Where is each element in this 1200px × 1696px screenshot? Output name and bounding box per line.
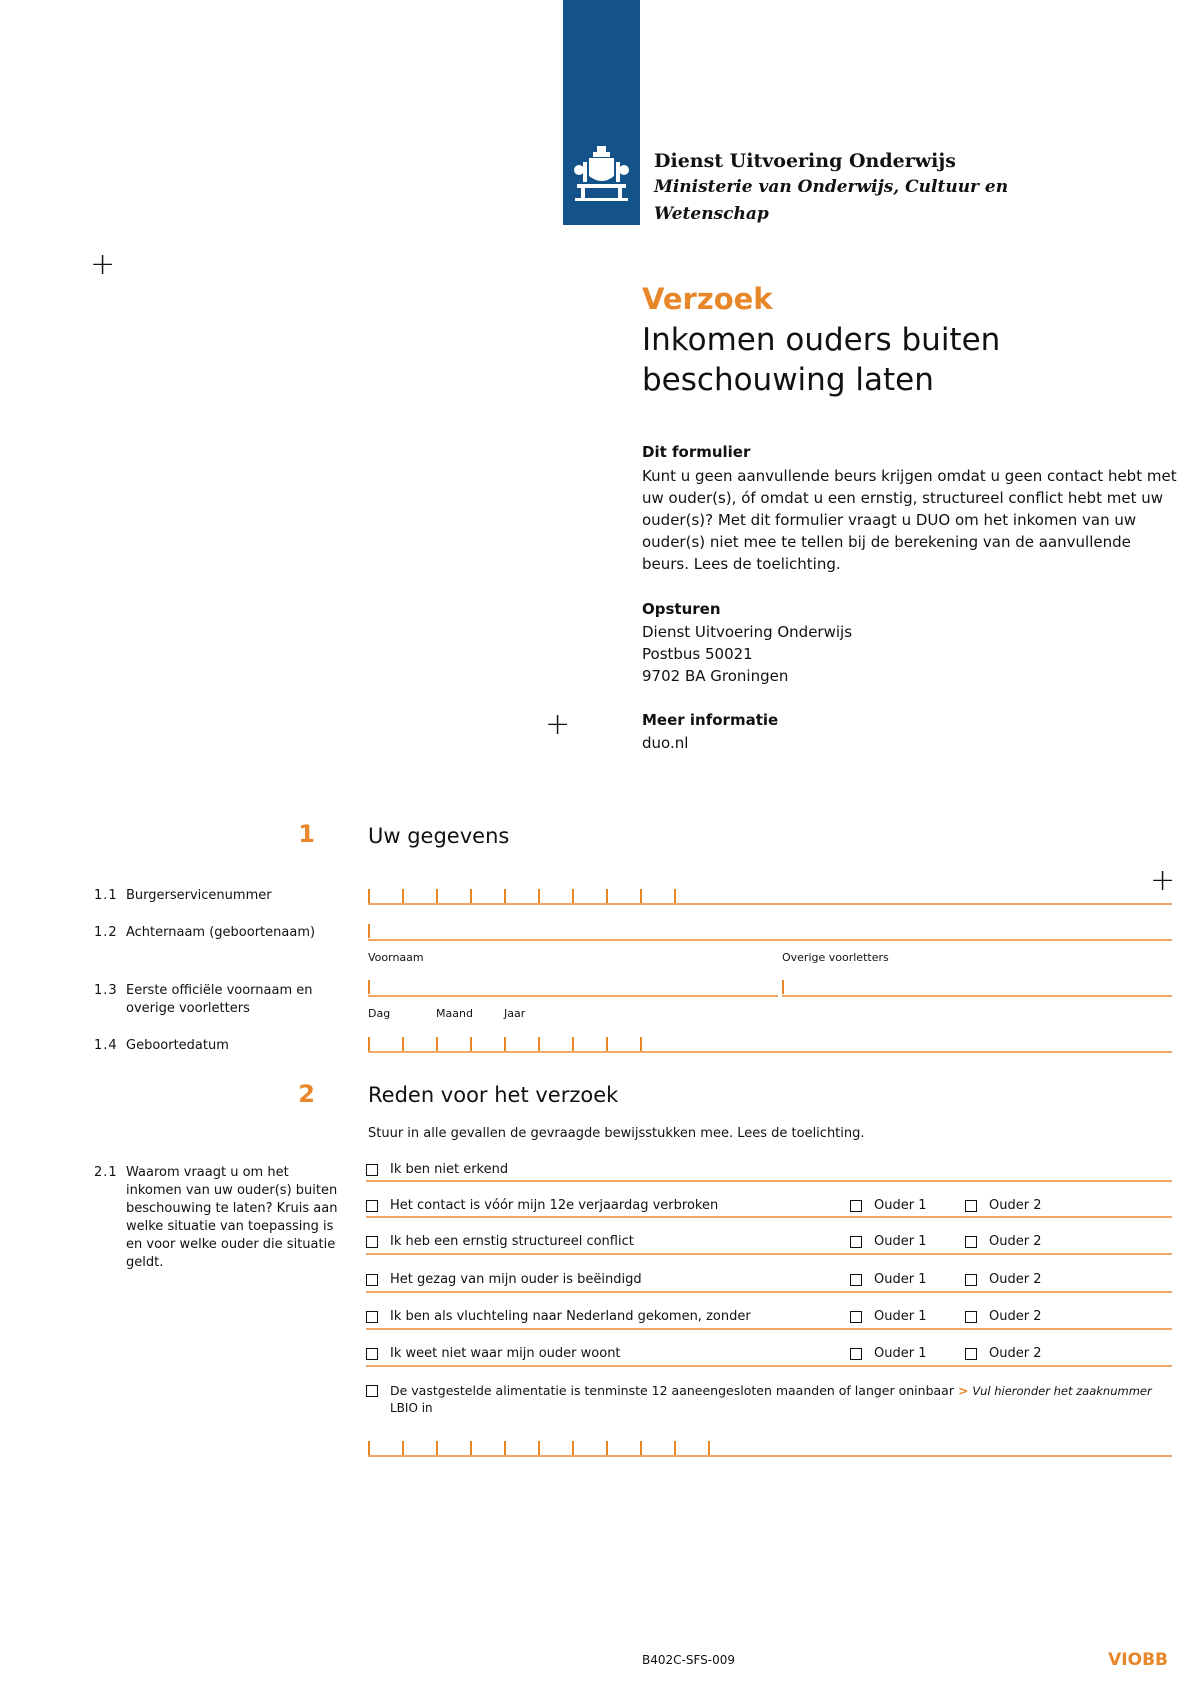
parent1-checkbox[interactable] — [850, 1348, 862, 1360]
birthdate-underline — [368, 1051, 1172, 1053]
section-1-title: Uw gegevens — [368, 824, 510, 848]
lbio-underline — [368, 1455, 1172, 1457]
lbio-digit-tick — [606, 1441, 608, 1455]
parent2-checkbox[interactable] — [965, 1311, 977, 1323]
birthdate-digit-tick — [640, 1037, 642, 1051]
surname-input[interactable] — [368, 918, 1172, 942]
more-info-heading: Meer informatie — [642, 711, 779, 729]
birthdate-digit-tick — [572, 1037, 574, 1051]
birthdate-digit-tick — [436, 1037, 438, 1051]
parent2-checkbox[interactable] — [965, 1348, 977, 1360]
registration-mark-right: + — [1150, 863, 1176, 898]
parent2-label: Ouder 2 — [989, 1346, 1042, 1361]
send-address-line1: Dienst Uitvoering Onderwijs — [642, 623, 853, 641]
form-title: Verzoek — [642, 282, 773, 316]
parent1-checkbox[interactable] — [850, 1200, 862, 1212]
parent1-label: Ouder 1 — [874, 1272, 927, 1287]
option-label: Ik weet niet waar mijn ouder woont — [390, 1346, 621, 1361]
birth-month-sublabel: Maand — [436, 1007, 473, 1020]
question-1-1-number: 1.1 — [94, 888, 118, 903]
birthdate-digit-tick — [538, 1037, 540, 1051]
other-initials-input[interactable] — [782, 974, 1172, 998]
first-name-input[interactable] — [368, 974, 778, 998]
arrow-icon: > — [957, 1383, 969, 1398]
parent2-checkbox[interactable] — [965, 1274, 977, 1286]
bsn-digit-tick — [606, 889, 608, 903]
bsn-underline — [368, 903, 1172, 905]
option-alimony[interactable] — [366, 1381, 1172, 1421]
form-subtitle-line1: Inkomen ouders buiten — [642, 322, 1001, 358]
birthdate-input[interactable] — [368, 1024, 1172, 1054]
parent2-label: Ouder 2 — [989, 1309, 1042, 1324]
question-1-3-number: 1.3 — [94, 983, 118, 998]
lbio-case-number-input[interactable] — [368, 1428, 1172, 1458]
option-underline — [366, 1180, 1172, 1182]
option-checkbox[interactable] — [366, 1164, 378, 1176]
question-1-4-number: 1.4 — [94, 1038, 118, 1053]
registration-mark-top-left: + — [90, 247, 116, 282]
option-checkbox[interactable] — [366, 1348, 378, 1360]
option-checkbox[interactable] — [366, 1200, 378, 1212]
option-address-unknown[interactable] — [366, 1344, 846, 1364]
option-label: Het gezag van mijn ouder is beëindigd — [390, 1272, 642, 1287]
bsn-input[interactable] — [368, 876, 1172, 906]
option-label: Het contact is vóór mijn 12e verjaardag verbroken — [390, 1198, 719, 1213]
lbio-digit-tick — [640, 1441, 642, 1455]
logo-ministry-line2: Wetenschap — [654, 204, 769, 224]
parent1-checkbox[interactable] — [850, 1236, 862, 1248]
birthdate-digit-tick — [368, 1037, 370, 1051]
section-1-number: 1 — [298, 820, 315, 848]
birth-day-sublabel: Dag — [368, 1007, 391, 1020]
parent1-checkbox-row3[interactable] — [850, 1270, 950, 1290]
lbio-digit-tick — [470, 1441, 472, 1455]
surname-tick — [368, 924, 370, 938]
bsn-digit-tick — [640, 889, 642, 903]
logo-bar — [563, 0, 640, 225]
bsn-digit-tick — [538, 889, 540, 903]
parent1-label: Ouder 1 — [874, 1346, 927, 1361]
option-underline — [366, 1291, 1172, 1293]
form-info-heading: Dit formulier — [642, 443, 751, 461]
question-1-2-number: 1.2 — [94, 925, 118, 940]
bsn-digit-tick — [368, 889, 370, 903]
lbio-digit-tick — [674, 1441, 676, 1455]
question-2-1-number: 2.1 — [94, 1165, 118, 1180]
option-checkbox[interactable] — [366, 1274, 378, 1286]
lbio-digit-tick — [572, 1441, 574, 1455]
surname-underline — [368, 939, 1172, 941]
birthdate-digit-tick — [470, 1037, 472, 1051]
alimony-note-line2: LBIO in — [390, 1401, 433, 1415]
question-1-2-label: Achternaam (geboortenaam) — [126, 925, 316, 940]
parent1-label: Ouder 1 — [874, 1234, 927, 1249]
lbio-digit-tick — [436, 1441, 438, 1455]
footer-form-code: B402C-SFS-009 — [642, 1653, 736, 1667]
alimony-label — [390, 1383, 1152, 1398]
option-custody-ended[interactable] — [366, 1270, 846, 1290]
question-1-4-label: Geboortedatum — [126, 1038, 229, 1053]
parent2-checkbox-row3[interactable] — [965, 1270, 1065, 1290]
crest-icon — [563, 0, 640, 225]
other-initials-tick — [782, 980, 784, 994]
option-checkbox[interactable] — [366, 1385, 378, 1397]
option-underline — [366, 1216, 1172, 1218]
lbio-digit-tick — [368, 1441, 370, 1455]
bsn-digit-tick — [674, 889, 676, 903]
parent2-checkbox[interactable] — [965, 1200, 977, 1212]
send-address-line2: Postbus 50021 — [642, 645, 753, 663]
bsn-digit-tick — [572, 889, 574, 903]
bsn-digit-tick — [504, 889, 506, 903]
registration-mark-middle: + — [545, 707, 571, 742]
parent1-label: Ouder 1 — [874, 1198, 927, 1213]
option-label: Ik heb een ernstig structureel conflict — [390, 1234, 634, 1249]
parent2-label: Ouder 2 — [989, 1198, 1042, 1213]
parent1-checkbox-row4[interactable] — [850, 1307, 950, 1327]
bsn-digit-tick — [470, 889, 472, 903]
birthdate-digit-tick — [504, 1037, 506, 1051]
lbio-digit-tick — [538, 1441, 540, 1455]
option-refugee[interactable] — [366, 1307, 846, 1327]
parent2-checkbox-row1[interactable] — [965, 1196, 1065, 1216]
parent2-checkbox[interactable] — [965, 1236, 977, 1248]
lbio-digit-tick — [402, 1441, 404, 1455]
first-name-underline — [368, 995, 778, 997]
option-checkbox[interactable] — [366, 1236, 378, 1248]
option-underline — [366, 1365, 1172, 1367]
option-underline — [366, 1253, 1172, 1255]
form-subtitle-line2: beschouwing laten — [642, 362, 934, 398]
question-1-1-label: Burgerservicenummer — [126, 888, 272, 903]
logo-org-name: Dienst Uitvoering Onderwijs — [654, 150, 956, 172]
option-label: Ik ben als vluchteling naar Nederland gekomen, zonder — [390, 1309, 751, 1324]
parent2-label: Ouder 2 — [989, 1272, 1042, 1287]
option-not-recognised[interactable] — [366, 1160, 1172, 1180]
parent1-checkbox-row5[interactable] — [850, 1344, 950, 1364]
first-name-tick — [368, 980, 370, 994]
lbio-digit-tick — [708, 1441, 710, 1455]
section-2-title: Reden voor het verzoek — [368, 1083, 619, 1107]
footer-form-id: VIOBB — [1108, 1650, 1168, 1670]
parent2-checkbox-row4[interactable] — [965, 1307, 1065, 1327]
parent2-checkbox-row5[interactable] — [965, 1344, 1065, 1364]
send-address-line3: 9702 BA Groningen — [642, 667, 789, 685]
alimony-text: De vastgestelde alimentatie is tenminste 12 aaneengesloten maanden of langer oninbaar — [390, 1383, 954, 1398]
logo-ministry-line1: Ministerie van Onderwijs, Cultuur en — [654, 177, 1009, 197]
option-checkbox[interactable] — [366, 1311, 378, 1323]
bsn-digit-tick — [436, 889, 438, 903]
parent1-checkbox[interactable] — [850, 1311, 862, 1323]
parent2-label: Ouder 2 — [989, 1234, 1042, 1249]
question-1-3-label: Eerste officiële voornaam en overige voorletters — [126, 983, 313, 1016]
send-heading: Opsturen — [642, 600, 721, 618]
form-info-text: Kunt u geen aanvullende beurs krijgen omdat u geen contact hebt met uw ouder(s), óf omdat u een ernstig, structureel conflict hebt met uw ouder(s)? Met dit formulier vraagt u DUO om het inkomen van uw ouder(s) niet mee te tellen bij de berekening van de aanvullende beurs. Lees de toelichting. — [642, 467, 1177, 573]
parent1-checkbox-row2[interactable] — [850, 1232, 950, 1252]
lbio-digit-tick — [504, 1441, 506, 1455]
first-name-sublabel: Voornaam — [368, 951, 424, 964]
parent1-checkbox-row1[interactable] — [850, 1196, 950, 1216]
other-initials-sublabel: Overige voorletters — [782, 951, 889, 964]
alimony-note: Vul hieronder het zaaknummer — [972, 1384, 1152, 1398]
parent1-label: Ouder 1 — [874, 1309, 927, 1324]
birthdate-digit-tick — [402, 1037, 404, 1051]
bsn-digit-tick — [402, 889, 404, 903]
parent2-checkbox-row2[interactable] — [965, 1232, 1065, 1252]
option-serious-conflict[interactable] — [366, 1232, 846, 1252]
other-initials-underline — [782, 995, 1172, 997]
birth-year-sublabel: Jaar — [504, 1007, 526, 1020]
birthdate-digit-tick — [606, 1037, 608, 1051]
option-label: Ik ben niet erkend — [390, 1162, 509, 1177]
section-2-number: 2 — [298, 1080, 315, 1108]
section-2-intro: Stuur in alle gevallen de gevraagde bewijsstukken mee. Lees de toelichting. — [368, 1126, 865, 1141]
question-2-1-label: Waarom vraagt u om het inkomen van uw ouder(s) buiten beschouwing te laten? Kruis aan welke situatie van toepassing is en voor welke ouder die situatie geldt. — [126, 1165, 338, 1270]
option-contact-broken[interactable] — [366, 1196, 846, 1216]
parent1-checkbox[interactable] — [850, 1274, 862, 1286]
more-info-link[interactable]: duo.nl — [642, 734, 689, 752]
option-underline — [366, 1328, 1172, 1330]
